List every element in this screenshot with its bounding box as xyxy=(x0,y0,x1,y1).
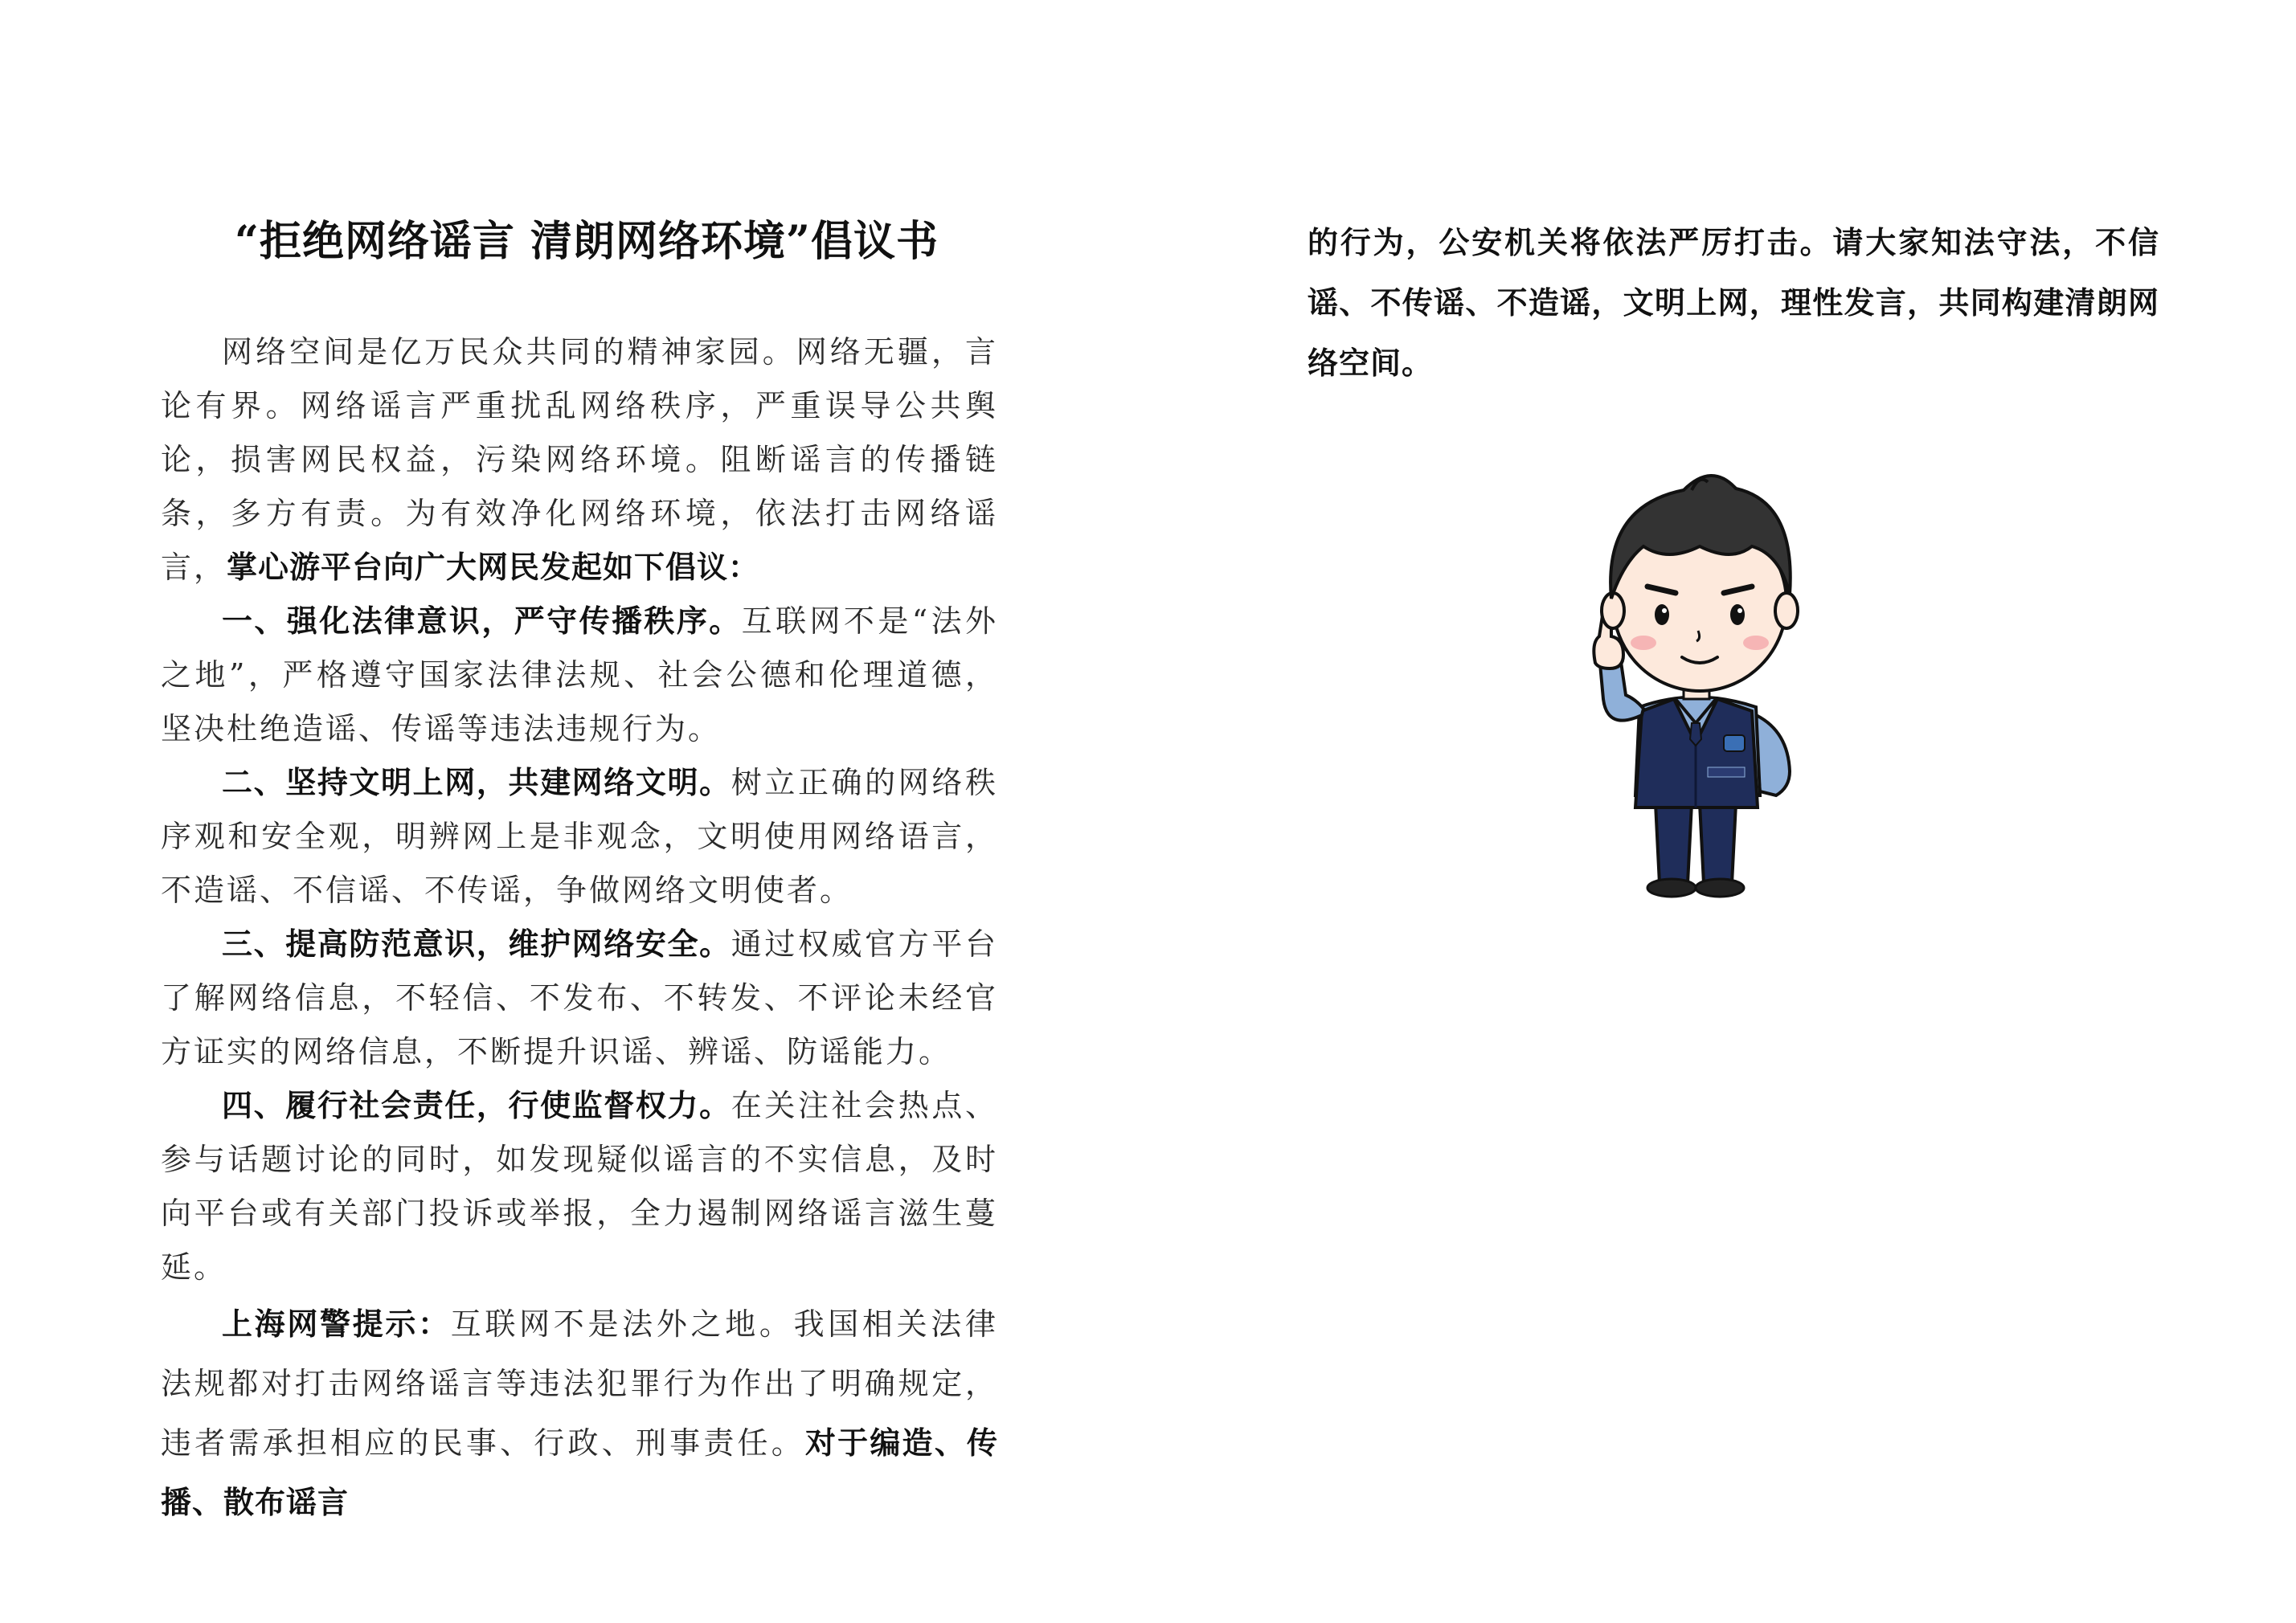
closing-continuation: 的行为，公安机关将依法严厉打击。请大家知法守法，不信谣、不传谣、不造谣，文明上网，理性发言，共同构建清朗网络空间。 xyxy=(1308,225,2159,381)
proposal-heading-3: 三、提高防范意识，维护网络安全。 xyxy=(222,926,731,962)
closing-paragraph xyxy=(161,1294,998,1532)
proposal-item-4 xyxy=(161,1079,998,1294)
proposal-body-4: 在关注社会热点、参与话题讨论的同时，如发现疑似谣言的不实信息，及时向平台或有关部门投诉或举报，全力遏制网络谣言滋生蔓延。 xyxy=(161,1088,998,1285)
proposal-body-1: 互联网不是“法外之地”，严格遵守国家法律法规、社会公德和伦理道德，坚决杜绝造谣、传谣等违法违规行为。 xyxy=(161,603,998,746)
proposal-body-3: 通过权威官方平台了解网络信息，不轻信、不发布、不转发、不评论未经官方证实的网络信息，不断提升识谣、辨谣、防谣能力。 xyxy=(161,926,998,1069)
closing-body: 互联网不是法外之地。我国相关法律法规都对打击网络谣言等违法犯罪行为作出了明确规定，违者需承担相应的民事、行政、刑事责任。 xyxy=(161,1306,998,1461)
proposal-body-2: 树立正确的网络秩序观和安全观，明辨网上是非观念，文明使用网络语言，不造谣、不信谣、不传谣，争做网络文明使者。 xyxy=(161,765,998,908)
intro-emphasis: 掌心游平台向广大网民发起如下倡议： xyxy=(227,550,760,585)
document-title: “拒绝网络谣言 清朗网络环境”倡议书 xyxy=(235,217,939,266)
proposal-item-1 xyxy=(161,595,998,756)
left-column xyxy=(161,325,998,1532)
proposal-heading-2: 二、坚持文明上网，共建网络文明。 xyxy=(222,765,731,800)
intro-text: 网络空间是亿万民众共同的精神家园。网络无疆，言论有界。网络谣言严重扰乱网络秩序，严重误导公共舆论，损害网民权益，污染网络环境。阻断谣言的传播链条，多方有责。为有效净化网络环境，依法打击网络谣言， xyxy=(161,334,998,585)
closing-emphasis-left: 对于编造、传播、散布谣言 xyxy=(161,1425,998,1520)
proposal-item-2 xyxy=(161,756,998,918)
proposal-heading-4: 四、履行社会责任，行使监督权力。 xyxy=(222,1088,731,1123)
proposal-item-3 xyxy=(161,918,998,1079)
police-mascot-illustration xyxy=(1579,458,1820,904)
right-column xyxy=(1308,213,2159,394)
intro-paragraph xyxy=(161,325,998,595)
closing-label: 上海网警提示： xyxy=(222,1306,451,1342)
proposal-heading-1: 一、强化法律意识，严守传播秩序。 xyxy=(222,603,742,639)
